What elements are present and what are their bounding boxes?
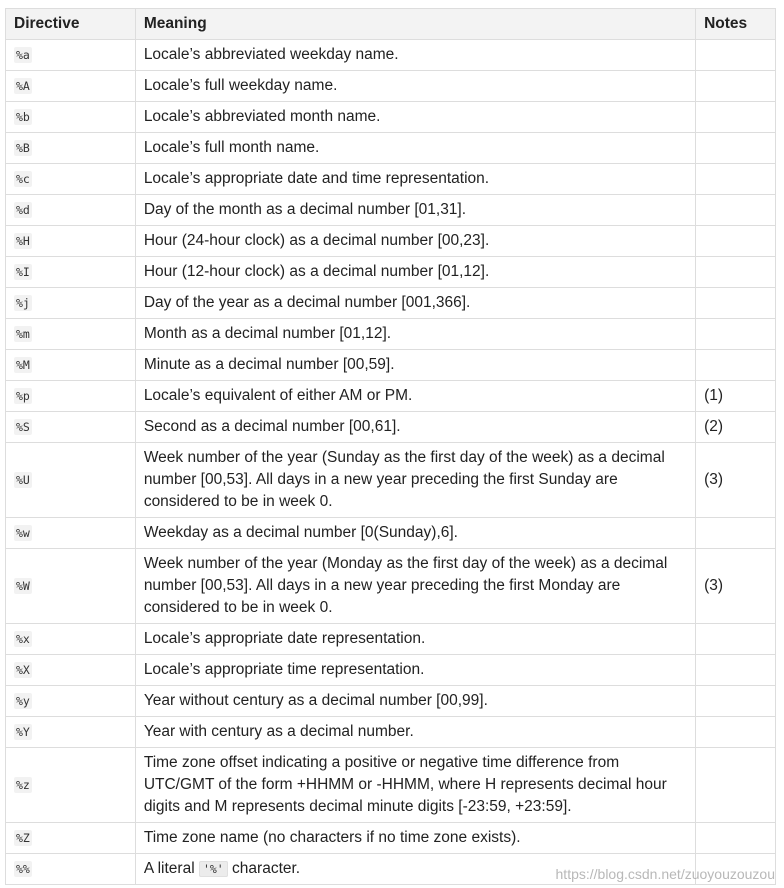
- directive-code: %X: [16, 663, 30, 677]
- notes-cell: (2): [696, 412, 776, 443]
- table-row: [6, 40, 776, 71]
- meaning-cell: [135, 164, 695, 195]
- directive-cell: [6, 624, 136, 655]
- notes-cell: [696, 319, 776, 350]
- directive-code: %y: [16, 694, 30, 708]
- table-row: [6, 381, 776, 412]
- directive-code: %a: [16, 48, 30, 62]
- directive-code: %p: [16, 389, 30, 403]
- directive-code: %c: [16, 172, 30, 186]
- notes-cell: [696, 164, 776, 195]
- meaning-cell: [135, 717, 695, 748]
- meaning-cell: [135, 624, 695, 655]
- directive-cell: [6, 381, 136, 412]
- table-row: [6, 102, 776, 133]
- directive-code: %W: [16, 579, 30, 593]
- table-row: [6, 350, 776, 381]
- directive-code: %A: [16, 79, 30, 93]
- directive-cell: [6, 823, 136, 854]
- meaning-inline-code: '%': [199, 861, 228, 877]
- meaning-cell: [135, 443, 695, 518]
- notes-cell: [696, 686, 776, 717]
- notes-cell: [696, 854, 776, 885]
- directive-cell: [6, 102, 136, 133]
- notes-cell: [696, 102, 776, 133]
- meaning-text: Second as a decimal number [00,61].: [143, 418, 401, 435]
- directive-code: %M: [16, 358, 30, 372]
- table-row: [6, 686, 776, 717]
- notes-cell: [696, 71, 776, 102]
- meaning-cell: [135, 40, 695, 71]
- directive-code: %H: [16, 234, 30, 248]
- meaning-cell: [135, 319, 695, 350]
- meaning-text: Minute as a decimal number [00,59].: [143, 356, 395, 373]
- notes-cell: [696, 624, 776, 655]
- meaning-text-suffix: character.: [227, 860, 301, 877]
- notes-cell: [696, 717, 776, 748]
- directive-cell: [6, 133, 136, 164]
- directive-code: %d: [16, 203, 30, 217]
- table-row: [6, 257, 776, 288]
- notes-cell: [696, 257, 776, 288]
- directive-cell: [6, 443, 136, 518]
- meaning-text: Week number of the year (Sunday as the first day of the week) as a decimal number [00,53]. All days in a new year preceding the first Sunday are considered to be in week 0.: [143, 449, 665, 510]
- notes-cell: [696, 288, 776, 319]
- directive-cell: [6, 257, 136, 288]
- meaning-text: Locale’s abbreviated month name.: [143, 108, 381, 125]
- directive-code: %w: [16, 526, 30, 540]
- directive-cell: [6, 319, 136, 350]
- directive-cell: [6, 164, 136, 195]
- meaning-text: Day of the month as a decimal number [01,31].: [143, 201, 467, 218]
- directive-code: %z: [16, 778, 30, 792]
- directive-code: %b: [16, 110, 30, 124]
- table-row: [6, 624, 776, 655]
- table-row: [6, 412, 776, 443]
- table-row: [6, 71, 776, 102]
- meaning-cell: [135, 655, 695, 686]
- directive-cell: [6, 40, 136, 71]
- meaning-text: Locale’s equivalent of either AM or PM.: [143, 387, 413, 404]
- directive-cell: [6, 686, 136, 717]
- table-row: [6, 226, 776, 257]
- directive-cell: [6, 350, 136, 381]
- notes-cell: [696, 40, 776, 71]
- directive-cell: [6, 195, 136, 226]
- table-body: [6, 40, 776, 885]
- meaning-text: Locale’s appropriate time representation.: [143, 661, 425, 678]
- notes-cell: [696, 518, 776, 549]
- directive-code: %Z: [16, 831, 30, 845]
- directive-cell: [6, 71, 136, 102]
- meaning-cell: [135, 195, 695, 226]
- table-row: [6, 717, 776, 748]
- directive-cell: [6, 226, 136, 257]
- directive-cell: [6, 854, 136, 885]
- directive-cell: [6, 288, 136, 319]
- notes-cell: [696, 655, 776, 686]
- meaning-text: Hour (12-hour clock) as a decimal number [01,12].: [143, 263, 490, 280]
- directive-code: %S: [16, 420, 30, 434]
- directive-cell: [6, 518, 136, 549]
- meaning-cell: [135, 518, 695, 549]
- meaning-cell: [135, 133, 695, 164]
- table-row: [6, 195, 776, 226]
- table-row: [6, 319, 776, 350]
- meaning-text: Day of the year as a decimal number [001,366].: [143, 294, 471, 311]
- directive-cell: [6, 717, 136, 748]
- directive-code: %B: [16, 141, 30, 155]
- notes-cell: [696, 748, 776, 823]
- meaning-cell: [135, 350, 695, 381]
- meaning-text: Month as a decimal number [01,12].: [143, 325, 392, 342]
- meaning-cell: [135, 686, 695, 717]
- meaning-cell: [135, 288, 695, 319]
- meaning-text: Time zone name (no characters if no time zone exists).: [143, 829, 521, 846]
- meaning-text: Year without century as a decimal number [00,99].: [143, 692, 488, 709]
- directive-code: %m: [16, 327, 30, 341]
- meaning-text: Hour (24-hour clock) as a decimal number [00,23].: [143, 232, 490, 249]
- notes-cell: [696, 226, 776, 257]
- directive-cell: [6, 549, 136, 624]
- notes-cell: (1): [696, 381, 776, 412]
- meaning-cell: [135, 71, 695, 102]
- watermark: https://blog.csdn.net/zuoyouzouzou: [555, 866, 775, 882]
- notes-cell: (3): [696, 549, 776, 624]
- directive-cell: [6, 748, 136, 823]
- strftime-directives-table: [5, 8, 776, 885]
- meaning-cell: [135, 102, 695, 133]
- meaning-text: Week number of the year (Monday as the first day of the week) as a decimal number [00,53]. All days in a new year preceding the first Monday are considered to be in week 0.: [143, 555, 668, 616]
- directive-code: %%: [16, 862, 30, 876]
- meaning-text: Year with century as a decimal number.: [143, 723, 414, 740]
- meaning-cell: [135, 549, 695, 624]
- meaning-text-prefix: A literal: [143, 860, 199, 877]
- header-meaning: Meaning: [135, 9, 695, 40]
- directive-code: %x: [16, 632, 30, 646]
- notes-cell: (3): [696, 443, 776, 518]
- table-row: [6, 854, 776, 885]
- directive-cell: [6, 412, 136, 443]
- directive-code: %Y: [16, 725, 30, 739]
- meaning-cell: [135, 412, 695, 443]
- meaning-text: Locale’s abbreviated weekday name.: [143, 46, 399, 63]
- meaning-text: Weekday as a decimal number [0(Sunday),6].: [143, 524, 458, 541]
- table-row: [6, 443, 776, 518]
- meaning-cell: [135, 381, 695, 412]
- meaning-cell: [135, 226, 695, 257]
- table-row: [6, 655, 776, 686]
- meaning-cell: [135, 823, 695, 854]
- meaning-cell: [135, 257, 695, 288]
- header-directive: Directive: [6, 9, 136, 40]
- notes-cell: [696, 823, 776, 854]
- meaning-text: Locale’s full month name.: [143, 139, 320, 156]
- meaning-text: Locale’s appropriate date and time representation.: [143, 170, 490, 187]
- table-header-row: [6, 9, 776, 40]
- table-row: [6, 133, 776, 164]
- notes-cell: [696, 195, 776, 226]
- table-row: [6, 164, 776, 195]
- meaning-cell: [135, 748, 695, 823]
- header-notes: Notes: [696, 9, 776, 40]
- notes-cell: [696, 350, 776, 381]
- meaning-text: Time zone offset indicating a positive or negative time difference from UTC/GMT of the form +HHMM or -HHMM, where H represents decimal hour digits and M represents decimal minute digits [-23:59, +23:59].: [143, 754, 667, 815]
- directive-code: %I: [16, 265, 30, 279]
- table-row: [6, 518, 776, 549]
- meaning-cell: [135, 854, 695, 885]
- notes-cell: [696, 133, 776, 164]
- directive-code: %U: [16, 473, 30, 487]
- table-row: [6, 288, 776, 319]
- meaning-text: Locale’s full weekday name.: [143, 77, 338, 94]
- table-row: [6, 823, 776, 854]
- directive-code: %j: [16, 296, 30, 310]
- directive-cell: [6, 655, 136, 686]
- meaning-text: Locale’s appropriate date representation.: [143, 630, 426, 647]
- table-row: [6, 748, 776, 823]
- table-row: [6, 549, 776, 624]
